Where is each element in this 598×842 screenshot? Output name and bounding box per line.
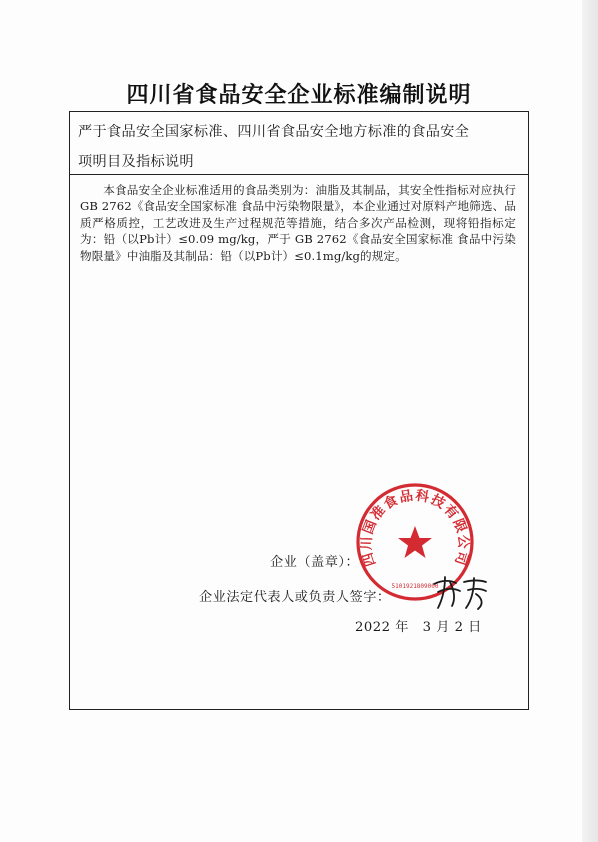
body-paragraph: 本食品安全企业标准适用的食品类别为：油脂及其制品，其安全性指标对应执行GB 2762《食品安全国家标准 食品中污染物限量》，本企业通过对原料产地筛选、品质严格质控，工艺改进及生产过程规范等措施，结合多次产品检测，现将铅指标定为：铅（以Pb计）≤0.09 mg/kg，严于 GB 2762《食品安全国家标准 食品中污染物限量》中油脂及其制品：铅（以Pb计）≤0.1mg/kg的规定。	[80, 183, 516, 263]
seal-star-icon	[398, 526, 432, 558]
enterprise-seal-label: 企业（盖章）：	[270, 555, 360, 570]
header-cell	[70, 112, 528, 175]
header-line-1: 严于食品安全国家标准、四川省食品安全地方标准的食品安全	[78, 124, 470, 140]
document-date: 2022 年 3 月 2 日	[355, 620, 482, 635]
seal-number: 5101921809000	[391, 583, 439, 590]
handwritten-signature	[428, 572, 492, 612]
page-edge-shadow	[582, 0, 598, 842]
legal-representative-label: 企业法定代表人或负责人签字：	[199, 590, 391, 605]
header-line-2: 项明目及指标说明	[78, 154, 194, 170]
document-title: 四川省食品安全企业标准编制说明	[126, 83, 472, 108]
seal-text: 四川国准食品科技有限公司	[358, 487, 472, 569]
